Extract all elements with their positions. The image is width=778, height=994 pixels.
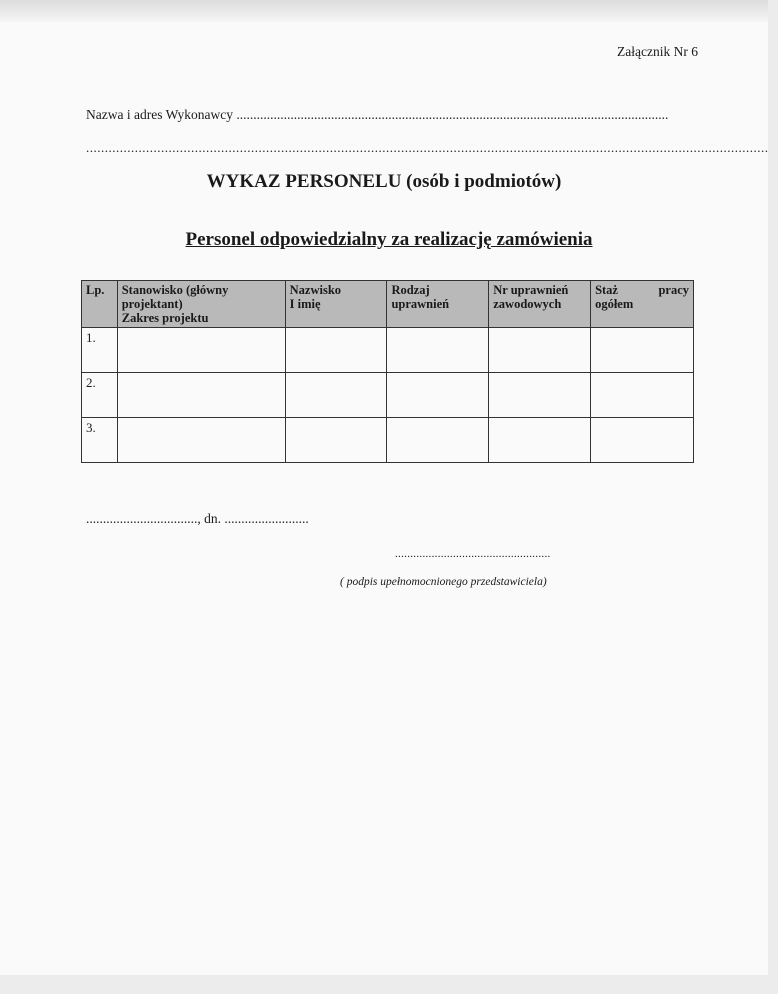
row-number: 3. <box>82 418 118 463</box>
signature-line: ................................................... <box>395 548 551 560</box>
header-qualification-number <box>489 281 591 328</box>
cell-experience[interactable] <box>591 328 694 373</box>
document-title: WYKAZ PERSONELU (osób i podmiotów) <box>206 171 562 192</box>
header-type-line2: uprawnień <box>391 297 450 311</box>
cell-experience[interactable] <box>591 418 694 463</box>
signature-caption: ( podpis upełnomocnionego przedstawiciela) <box>340 576 547 588</box>
cell-qualification-number[interactable] <box>489 418 591 463</box>
header-position-line1: Stanowisko (główny <box>121 283 229 297</box>
cell-name[interactable] <box>285 373 387 418</box>
contractor-label: Nazwa i adres Wykonawcy <box>86 107 234 122</box>
cell-qualification-number[interactable] <box>489 328 591 373</box>
table-row <box>82 328 694 373</box>
cell-qualification-type[interactable] <box>387 418 489 463</box>
contractor-dots: ................................................................................................................................ <box>236 107 669 122</box>
contractor-address-line: ...................................................................................................................................................................................... <box>86 140 769 155</box>
table-header-row <box>82 281 694 328</box>
header-name-line2: I imię <box>289 297 321 311</box>
header-staz-line1 <box>595 283 689 297</box>
header-experience <box>591 281 694 328</box>
cell-qualification-type[interactable] <box>387 328 489 373</box>
header-position-line2: projektant) <box>121 297 183 311</box>
header-qualification-type <box>387 281 489 328</box>
header-nr-line1: Nr uprawnień <box>493 283 569 297</box>
cell-position[interactable] <box>117 418 285 463</box>
header-type-line1: Rodzaj <box>391 283 430 297</box>
header-position-line3: Zakres projektu <box>121 311 209 325</box>
cell-name[interactable] <box>285 328 387 373</box>
attachment-number: Załącznik Nr 6 <box>617 44 698 59</box>
table-row <box>82 373 694 418</box>
header-position <box>117 281 285 328</box>
cell-qualification-type[interactable] <box>387 373 489 418</box>
cell-qualification-number[interactable] <box>489 373 591 418</box>
cell-name[interactable] <box>285 418 387 463</box>
cell-position[interactable] <box>117 328 285 373</box>
header-staz-word1: Staż <box>595 283 618 297</box>
header-staz-word2: pracy <box>658 283 689 297</box>
row-number: 2. <box>82 373 118 418</box>
document-subtitle: Personel odpowiedzialny za realizację zamówienia <box>185 229 593 250</box>
header-name <box>285 281 387 328</box>
cell-experience[interactable] <box>591 373 694 418</box>
place-date-line: ................................., dn. ......................... <box>86 511 309 526</box>
header-name-line1: Nazwisko <box>289 283 342 297</box>
personnel-table <box>81 280 694 463</box>
scan-edge <box>0 0 768 22</box>
row-number: 1. <box>82 328 118 373</box>
table-row <box>82 418 694 463</box>
cell-position[interactable] <box>117 373 285 418</box>
header-nr-line2: zawodowych <box>493 297 562 311</box>
header-lp: Lp. <box>82 281 118 328</box>
contractor-name-line <box>86 107 691 123</box>
header-staz-line2: ogółem <box>595 297 634 311</box>
